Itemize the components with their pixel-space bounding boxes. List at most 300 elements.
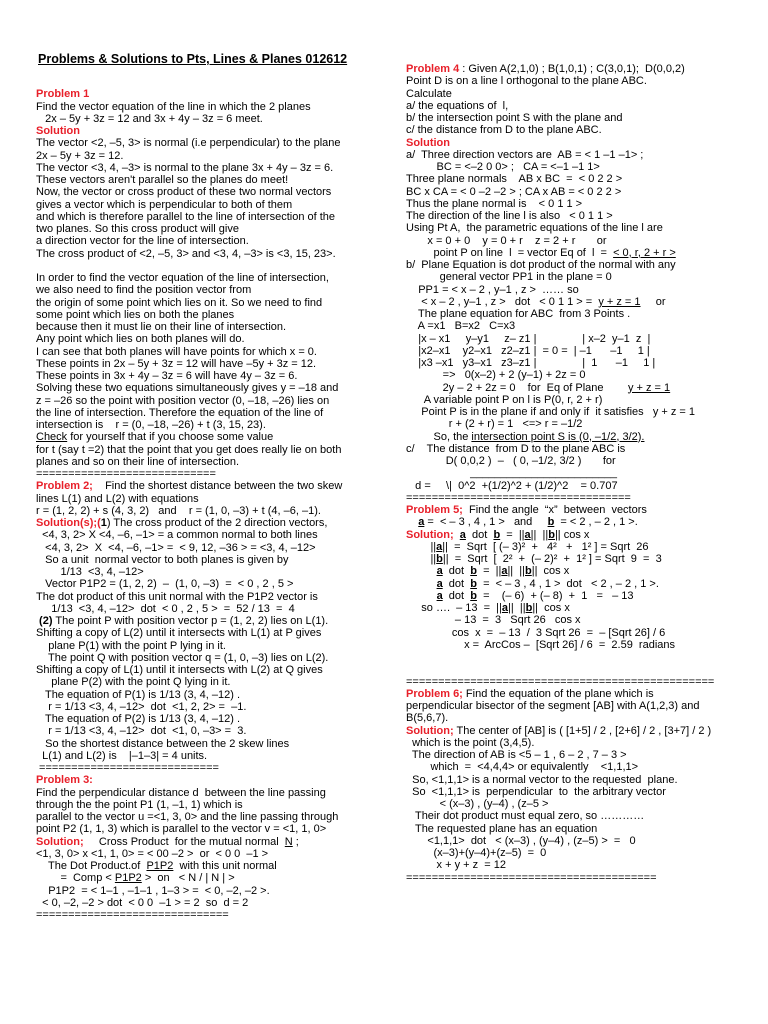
text-segment: ============================ bbox=[36, 762, 219, 774]
left-column-line bbox=[36, 762, 401, 774]
text-segment: cos x = – 13 / 3 Sqrt 26 = – [Sqrt 26] / 6 bbox=[406, 626, 666, 639]
text-segment: b bbox=[493, 528, 501, 541]
left-column-line bbox=[36, 664, 401, 676]
text-segment: for yourself that if you choose some value bbox=[67, 431, 274, 444]
text-segment: b bbox=[470, 577, 477, 590]
text-segment: The point Q with position vector q = (1, 0, –3) lies on L(2). bbox=[36, 651, 329, 664]
text-segment: A =x1 B=x2 C=x3 bbox=[406, 320, 516, 333]
text-segment: < 0, r, 2 + r > bbox=[613, 246, 676, 259]
left-column-line bbox=[36, 235, 401, 247]
text-segment: a bbox=[436, 540, 443, 553]
right-column-line bbox=[406, 345, 758, 357]
section-heading: Problem 4 bbox=[406, 63, 460, 75]
left-column-line bbox=[36, 284, 401, 296]
text-segment: =================================== bbox=[406, 491, 631, 504]
text-segment: The direction of the line l is also < 0 1 1 > bbox=[406, 210, 613, 222]
left-column-line bbox=[36, 529, 401, 541]
left-column-line bbox=[36, 370, 401, 382]
right-column-line bbox=[406, 516, 758, 528]
text-segment: 1 bbox=[100, 517, 107, 529]
left-column-line bbox=[36, 591, 401, 603]
text-segment: || || bbox=[508, 602, 526, 614]
right-column-line bbox=[406, 651, 758, 663]
text-segment bbox=[36, 76, 39, 88]
left-column-line bbox=[36, 652, 401, 664]
left-column-line bbox=[36, 150, 401, 162]
left-column-line bbox=[36, 88, 401, 100]
left-column-line bbox=[36, 174, 401, 186]
right-column-line bbox=[406, 284, 758, 296]
left-column-line bbox=[36, 346, 401, 358]
right-column-line bbox=[406, 578, 758, 590]
right-column-line bbox=[406, 700, 758, 712]
text-segment: ; bbox=[292, 835, 299, 848]
text-segment: = < – 3 , 4 , 1 > dot < 2 , – 2 , 1 >. bbox=[476, 577, 659, 590]
left-column-line bbox=[36, 162, 401, 174]
text-segment: 2y – 2 + 2z = 0 for Eq of Plane bbox=[406, 381, 628, 394]
text-segment: x + y + z = 12 bbox=[406, 859, 506, 872]
text-segment: These points in 3x + 4y – 3z = 6 will have 4y – 3z = 6. bbox=[36, 370, 298, 382]
left-column-line bbox=[36, 272, 401, 284]
text-segment bbox=[406, 651, 409, 663]
text-segment: for t (say t =2) that the point that you get does really lie on both bbox=[36, 443, 342, 456]
text-segment: a bbox=[436, 577, 443, 590]
left-column-line bbox=[36, 725, 401, 737]
text-segment: lines L(1) and L(2) with equations bbox=[36, 492, 199, 505]
right-column-line bbox=[406, 823, 758, 835]
text-segment: = < 2 , – 2 , 1 >. bbox=[554, 516, 638, 529]
left-column-line bbox=[36, 627, 401, 639]
text-segment: A variable point P on l is P(0, r, 2 + r) bbox=[406, 393, 603, 406]
section-heading: Problem 3: bbox=[36, 774, 93, 787]
right-column-line bbox=[406, 198, 758, 210]
text-segment: ) The cross product of the 2 direction vectors, bbox=[106, 517, 328, 529]
right-column-line bbox=[406, 749, 758, 761]
text-segment: Solving these two equations simultaneously gives y = –18 and bbox=[36, 382, 339, 395]
right-column-line bbox=[406, 847, 758, 859]
text-segment: ================================================ bbox=[406, 675, 715, 688]
text-segment: The point P with position vector p = (1, 2, 2) lies on L(1). bbox=[52, 615, 329, 627]
right-column-line bbox=[406, 602, 758, 614]
text-segment: r = 1/13 <3, 4, –12> dot <1, 2, 2> = –1. bbox=[36, 700, 247, 713]
text-segment: I can see that both planes will have points for which x = 0. bbox=[36, 345, 317, 358]
right-column-line bbox=[406, 761, 758, 773]
text-segment: dot bbox=[465, 528, 494, 541]
left-column-line bbox=[36, 493, 401, 505]
text-segment: <4, 3, 2> X <4, –6, –1> = a common normal to both lines bbox=[36, 529, 318, 542]
text-segment: || bbox=[406, 553, 437, 565]
text-segment: a bbox=[501, 565, 508, 578]
text-segment: which = <4,4,4> or equivalently <1,1,1> bbox=[406, 761, 639, 774]
left-column-line bbox=[36, 578, 401, 590]
left-column-line bbox=[36, 603, 401, 615]
right-column-line bbox=[406, 406, 758, 418]
left-column-line bbox=[36, 407, 401, 419]
text-segment: The requested plane has an equation bbox=[406, 822, 598, 835]
text-segment: The center of [AB] is ( [1+5] / 2 , [2+6] / 2 , [3+7] / 2 ) bbox=[453, 724, 712, 737]
text-segment: Now, the vector or cross product of these two normal vectors bbox=[36, 186, 332, 199]
text-segment: a bbox=[501, 602, 509, 614]
text-segment: planes and so on their line of intersection. bbox=[36, 455, 240, 468]
right-column-line bbox=[406, 835, 758, 847]
left-column-line bbox=[36, 186, 401, 198]
left-column-line bbox=[36, 101, 401, 113]
text-segment: So <1,1,1> is perpendicular to the arbitrary vector bbox=[406, 785, 666, 798]
left-column-line bbox=[36, 542, 401, 554]
text-segment: Three plane normals AB x BC = < 0 2 2 > bbox=[406, 173, 623, 186]
left-column-line bbox=[36, 395, 401, 407]
left-column-line bbox=[36, 676, 401, 688]
right-column-line bbox=[406, 639, 758, 651]
text-segment: Find the perpendicular distance d between the line passing bbox=[36, 786, 326, 799]
text-segment: <1,1,1> dot < (x–3) , (y–4) , (z–5) > = 0 bbox=[406, 834, 636, 847]
text-segment: So, <1,1,1> is a normal vector to the requested plane. bbox=[406, 773, 678, 786]
text-segment: BC x CA = < 0 –2 –2 > ; CA x AB = < 0 2 2 > bbox=[406, 185, 622, 198]
section-heading: Problem 1 bbox=[36, 88, 90, 101]
left-column-line bbox=[36, 297, 401, 309]
text-segment: b bbox=[470, 589, 477, 602]
left-column-line bbox=[36, 909, 401, 921]
text-segment: So a unit normal vector to both planes is given by bbox=[36, 553, 289, 566]
text-segment: a/ the equations of l, bbox=[406, 99, 509, 112]
text-segment: some point which lies on both the planes bbox=[36, 308, 235, 321]
left-column-line bbox=[36, 444, 401, 456]
right-column-line bbox=[406, 137, 758, 149]
text-segment: || cos x bbox=[531, 565, 570, 578]
left-column-line bbox=[36, 872, 401, 884]
right-column-line bbox=[406, 186, 758, 198]
right-column-line bbox=[406, 443, 758, 455]
left-column-line bbox=[36, 750, 401, 762]
right-column-line bbox=[406, 688, 758, 700]
text-segment: through the the point P1 (1, –1, 1) which is bbox=[36, 798, 243, 811]
text-segment: D( 0,0,2 ) – ( 0, –1/2, 3/2 ) for bbox=[406, 455, 616, 467]
text-segment: two planes. So this cross product will give bbox=[36, 223, 239, 235]
left-column-line bbox=[36, 848, 401, 860]
text-segment: Find the shortest distance between the two skew bbox=[92, 480, 343, 493]
right-column-line bbox=[406, 627, 758, 639]
text-segment: These vectors aren't parallel so the planes do meet! bbox=[36, 174, 289, 186]
text-segment bbox=[406, 516, 418, 528]
text-segment: || bbox=[406, 540, 437, 553]
text-segment: The equation of P(1) is 1/13 (3, 4, –12) . bbox=[36, 688, 241, 701]
text-segment: perpendicular bisector of the segment [AB] with A(1,2,3) and bbox=[406, 700, 700, 712]
text-segment: a bbox=[459, 528, 466, 541]
right-column-line bbox=[406, 149, 758, 161]
text-segment: Find the vector equation of the line in which the 2 planes bbox=[36, 100, 311, 113]
left-column-line bbox=[36, 836, 401, 848]
left-column-line bbox=[36, 248, 401, 260]
text-segment: The vector <3, 4, –3> is normal to the plane 3x + 4y – 3z = 6. bbox=[36, 161, 334, 174]
text-segment: P1P2 bbox=[146, 860, 174, 872]
text-segment: we also need to find the position vector from bbox=[36, 284, 252, 297]
text-segment: b bbox=[470, 565, 477, 578]
section-heading: Problem 2; bbox=[36, 480, 93, 493]
right-column-line bbox=[406, 308, 758, 320]
section-heading: Solution bbox=[406, 136, 450, 149]
text-segment: plane P(2) with the point Q lying in it. bbox=[36, 676, 231, 689]
text-segment: |x2–x1 y2–x1 z2–z1 | = 0 = | –1 –1 1 | bbox=[406, 344, 650, 357]
left-column-line bbox=[36, 566, 401, 578]
left-column-line bbox=[36, 137, 401, 149]
text-segment: because then it must lie on their line of intersection. bbox=[36, 321, 287, 333]
right-column-line bbox=[406, 553, 758, 565]
text-segment: Their dot product must equal zero, so ………… bbox=[406, 810, 645, 823]
text-segment: 1/13 <3, 4, –12> dot < 0 , 2 , 5 > = 52 / 13 = 4 bbox=[36, 602, 295, 615]
text-segment: P1P2 bbox=[114, 872, 142, 885]
text-segment: the origin of some point which lies on it. So we need to find bbox=[36, 296, 323, 309]
right-column-line bbox=[406, 431, 758, 443]
right-column-line bbox=[406, 235, 758, 247]
text-segment: = < – 3 , 4 , 1 > and bbox=[424, 516, 548, 529]
right-column-line bbox=[406, 382, 758, 394]
text-segment: ________________________ bbox=[406, 467, 618, 480]
text-segment: P1P2 = < 1–1 , –1–1 , 1–3 > = < 0, –2, –2 >. bbox=[36, 884, 270, 897]
right-column-line bbox=[406, 725, 758, 737]
text-segment: b bbox=[436, 553, 443, 565]
left-column-line bbox=[36, 333, 401, 345]
text-segment: intersection point S is (0, –1/2, 3/2). bbox=[471, 430, 645, 443]
left-column-line bbox=[36, 309, 401, 321]
text-segment: Thus the plane normal is < 0 1 1 > bbox=[406, 197, 583, 210]
right-column-line bbox=[406, 467, 758, 479]
right-column-line bbox=[406, 786, 758, 798]
text-segment: so …. – 13 = || bbox=[406, 602, 502, 614]
right-column-line bbox=[406, 124, 758, 136]
text-segment: Shifting a copy of L(2) until it intersects with L(1) at P gives bbox=[36, 627, 322, 640]
right-column-line bbox=[406, 810, 758, 822]
text-segment: parallel to the vector u =<1, 3, 0> and the line passing through bbox=[36, 811, 339, 823]
right-column-line bbox=[406, 112, 758, 124]
text-segment: || = Sqrt [ 2² + (– 2)² + 1² ] = Sqrt 9 = 3 bbox=[442, 553, 662, 565]
text-segment: which is the point (3,4,5). bbox=[406, 736, 535, 749]
text-segment: intersection is r = (0, –18, –26) + t (3, 15, 23). bbox=[36, 419, 266, 431]
text-segment: L(1) and L(2) is |–1–3| = 4 units. bbox=[36, 749, 208, 762]
text-segment: b bbox=[548, 528, 555, 541]
left-column-line bbox=[36, 713, 401, 725]
text-segment: B(5,6,7). bbox=[406, 712, 449, 725]
text-segment: = (– 6) + (– 8) + 1 = – 13 bbox=[476, 589, 634, 602]
text-segment: b bbox=[525, 602, 533, 614]
text-segment: a bbox=[524, 528, 531, 541]
text-segment: The dot product of this unit normal with the P1P2 vector is bbox=[36, 590, 318, 603]
text-segment: with this unit normal bbox=[173, 860, 277, 872]
text-segment: d = \| 0^2 +(1/2)^2 + (1/2)^2 = 0.707 bbox=[406, 479, 618, 492]
text-segment: Point D is on a line l orthogonal to the plane ABC. bbox=[406, 75, 647, 88]
text-segment: The equation of P(2) is 1/13 (3, 4, –12) . bbox=[36, 713, 241, 725]
text-segment bbox=[406, 663, 409, 675]
right-column-line bbox=[406, 565, 758, 577]
right-column-line bbox=[406, 75, 758, 87]
left-column-line bbox=[36, 468, 401, 480]
text-segment: N bbox=[284, 835, 293, 848]
right-column-line bbox=[406, 320, 758, 332]
section-heading: Problem 6; bbox=[406, 687, 463, 700]
right-column-line bbox=[406, 492, 758, 504]
text-segment: c/ the distance from D to the plane ABC. bbox=[406, 124, 602, 137]
left-column-line bbox=[36, 787, 401, 799]
left-column bbox=[36, 76, 401, 921]
right-column-line bbox=[406, 296, 758, 308]
text-segment: The vector <2, –5, 3> is normal (i.e perpendicular) to the plane bbox=[36, 137, 341, 150]
left-column-line bbox=[36, 76, 401, 88]
text-segment: => 0(x–2) + 2 (y–1) + 2z = 0 bbox=[406, 369, 586, 382]
left-column-line bbox=[36, 260, 401, 272]
text-segment: || cos x bbox=[532, 602, 570, 614]
right-column-line bbox=[406, 222, 758, 234]
left-column-line bbox=[36, 480, 401, 492]
left-column-line bbox=[36, 125, 401, 137]
text-segment: a bbox=[418, 516, 425, 529]
text-segment: < 0, –2, –2 > dot < 0 0 –1 > = 2 so d = 2 bbox=[36, 896, 249, 909]
text-segment: = || bbox=[476, 565, 502, 578]
document-title: Problems & Solutions to Pts, Lines & Planes 012612 bbox=[38, 52, 348, 66]
text-segment: dot bbox=[442, 565, 471, 578]
left-column-line bbox=[36, 701, 401, 713]
right-column-line bbox=[406, 210, 758, 222]
text-segment: the line of intersection. Therefore the equation of the line of bbox=[36, 406, 324, 419]
right-column-line bbox=[406, 455, 758, 467]
right-column-line bbox=[406, 590, 758, 602]
text-segment: Find the angle “x” between vectors bbox=[462, 504, 647, 516]
right-column-line bbox=[406, 247, 758, 259]
left-column-line bbox=[36, 811, 401, 823]
text-segment: y + z = 1 bbox=[598, 295, 641, 308]
right-column-line bbox=[406, 418, 758, 430]
text-segment: The Dot Product.of bbox=[36, 860, 147, 872]
section-heading: Solution bbox=[36, 125, 80, 137]
text-segment: b bbox=[547, 516, 555, 529]
text-segment: or bbox=[640, 295, 666, 308]
right-column-line bbox=[406, 88, 758, 100]
section-heading: Solution; bbox=[406, 528, 454, 541]
left-column-line bbox=[36, 517, 401, 529]
text-segment: Calculate bbox=[406, 87, 452, 100]
text-segment: BC = <–2 0 0> ; CA = <–1 –1 1> bbox=[406, 161, 600, 173]
text-segment: Vector P1P2 = (1, 2, 2) – (1, 0, –3) = < 0 , 2 , 5 > bbox=[36, 578, 294, 591]
left-column-line bbox=[36, 321, 401, 333]
text-segment: Check bbox=[36, 431, 68, 444]
left-column-line bbox=[36, 689, 401, 701]
right-column bbox=[406, 63, 758, 884]
text-segment: 1/13 <3, 4, –12> bbox=[36, 566, 144, 578]
right-column-line bbox=[406, 541, 758, 553]
text-segment: x = 0 + 0 y = 0 + r z = 2 + r or bbox=[406, 234, 607, 247]
left-column-line bbox=[36, 860, 401, 872]
text-segment: So the shortest distance between the 2 skew lines bbox=[36, 737, 290, 750]
text-segment: Using Pt A, the parametric equations of the line l are bbox=[406, 222, 663, 235]
text-segment: b bbox=[525, 565, 532, 578]
text-segment: x = ArcCos – [Sqrt 26] / 6 = 2.59 radians bbox=[406, 638, 676, 651]
text-segment bbox=[36, 260, 39, 272]
right-column-line bbox=[406, 663, 758, 675]
left-column-line bbox=[36, 738, 401, 750]
left-column-line bbox=[36, 554, 401, 566]
left-column-line bbox=[36, 419, 401, 431]
text-segment: (x–3)+(y–4)+(z–5) = 0 bbox=[406, 847, 547, 859]
right-column-line bbox=[406, 357, 758, 369]
text-segment: These points in 2x – 5y + 3z = 12 will have –5y + 3z = 12. bbox=[36, 357, 317, 370]
text-segment: || = Sqrt [ (– 3)² + 4² + 1² ] = Sqrt 26 bbox=[442, 540, 649, 553]
text-segment: point P on line l = vector Eq of l = bbox=[406, 246, 614, 259]
text-segment: general vector PP1 in the plane = 0 bbox=[406, 271, 612, 284]
right-column-line bbox=[406, 480, 758, 492]
text-segment: || cos x bbox=[554, 528, 590, 541]
right-column-line bbox=[406, 259, 758, 271]
text-segment: a/ Three direction vectors are AB = < 1 –1 –1> ; bbox=[406, 148, 644, 161]
right-column-line bbox=[406, 712, 758, 724]
text-segment: a bbox=[436, 565, 443, 578]
text-segment: r + (2 + r) = 1 <=> r = –1/2 bbox=[406, 418, 583, 431]
text-segment: Find the equation of the plane which is bbox=[462, 687, 654, 700]
right-column-line bbox=[406, 333, 758, 345]
left-column-line bbox=[36, 382, 401, 394]
text-segment: > on < N / | N | > bbox=[141, 872, 235, 885]
text-segment: 2x – 5y + 3z = 12. bbox=[36, 149, 124, 162]
text-segment: y + z = 1 bbox=[627, 381, 671, 394]
text-segment: <1, 3, 0> x <1, 1, 0> = < 00 –2 > or < 0 0 –1 > bbox=[36, 847, 269, 860]
text-segment: In order to find the vector equation of the line of intersection, bbox=[36, 272, 329, 284]
text-segment: a direction vector for the line of intersection. bbox=[36, 235, 249, 248]
text-segment: : Given A(2,1,0) ; B(1,0,1) ; C(3,0,1); D(0,0,2) bbox=[459, 63, 685, 75]
text-segment bbox=[406, 565, 437, 577]
text-segment: The cross product of <2, –5, 3> and <3, 4, –3> is <3, 15, 23>. bbox=[36, 247, 336, 260]
right-column-line bbox=[406, 100, 758, 112]
text-segment: r = (1, 2, 2) + s (4, 3, 2) and r = (1, 0, –3) + t (4, –6, –1). bbox=[36, 504, 321, 517]
left-column-line bbox=[36, 823, 401, 835]
section-heading: Problem 5; bbox=[406, 504, 463, 516]
text-segment: So, the bbox=[406, 430, 472, 443]
section-heading: Solution(s);( bbox=[36, 517, 101, 529]
text-segment: (2) bbox=[36, 615, 53, 627]
right-column-line bbox=[406, 394, 758, 406]
left-column-line bbox=[36, 223, 401, 235]
text-segment: a bbox=[436, 589, 443, 602]
right-column-line bbox=[406, 369, 758, 381]
right-column-line bbox=[406, 798, 758, 810]
text-segment: < (x–3) , (y–4) , (z–5 > bbox=[406, 798, 549, 810]
right-column-line bbox=[406, 614, 758, 626]
right-column-line bbox=[406, 737, 758, 749]
text-segment: z = –26 so the point with position vector (0, –18, –26) lies on bbox=[36, 394, 330, 407]
text-segment: < x – 2 , y–1 , z > dot < 0 1 1 > = bbox=[406, 295, 599, 308]
text-segment: plane P(1) with the point P lying in it. bbox=[36, 639, 226, 652]
text-segment: || || bbox=[507, 565, 525, 578]
text-segment: Any point which lies on both planes will do. bbox=[36, 333, 245, 346]
left-column-line bbox=[36, 431, 401, 443]
text-segment: = Comp < bbox=[36, 872, 115, 885]
left-column-line bbox=[36, 456, 401, 468]
right-column-line bbox=[406, 271, 758, 283]
text-segment: || || bbox=[530, 528, 549, 541]
text-segment: dot bbox=[442, 589, 471, 602]
section-heading: Solution; bbox=[406, 724, 454, 737]
text-segment: point P2 (1, 1, 3) which is parallel to the vector v = <1, 1, 0> bbox=[36, 823, 327, 836]
text-segment: The direction of AB is <5 – 1 , 6 – 2 , 7 – 3 > bbox=[406, 749, 627, 761]
text-segment: – 13 = 3 Sqrt 26 cos x bbox=[406, 614, 581, 627]
text-segment: PP1 = < x – 2 , y–1 , z > …… so bbox=[406, 283, 579, 296]
section-heading: Solution; bbox=[36, 835, 84, 848]
text-segment: Shifting a copy of L(1) until it intersects with L(2) at Q gives bbox=[36, 664, 323, 676]
left-column-line bbox=[36, 505, 401, 517]
right-column-line bbox=[406, 529, 758, 541]
right-column-line bbox=[406, 504, 758, 516]
right-column-line bbox=[406, 63, 758, 75]
right-column-line bbox=[406, 872, 758, 884]
left-column-line bbox=[36, 640, 401, 652]
text-segment: The plane equation for ABC from 3 Points . bbox=[406, 308, 631, 320]
text-segment: r = 1/13 <3, 4, –12> dot <1, 0, –3> = 3. bbox=[36, 725, 247, 738]
